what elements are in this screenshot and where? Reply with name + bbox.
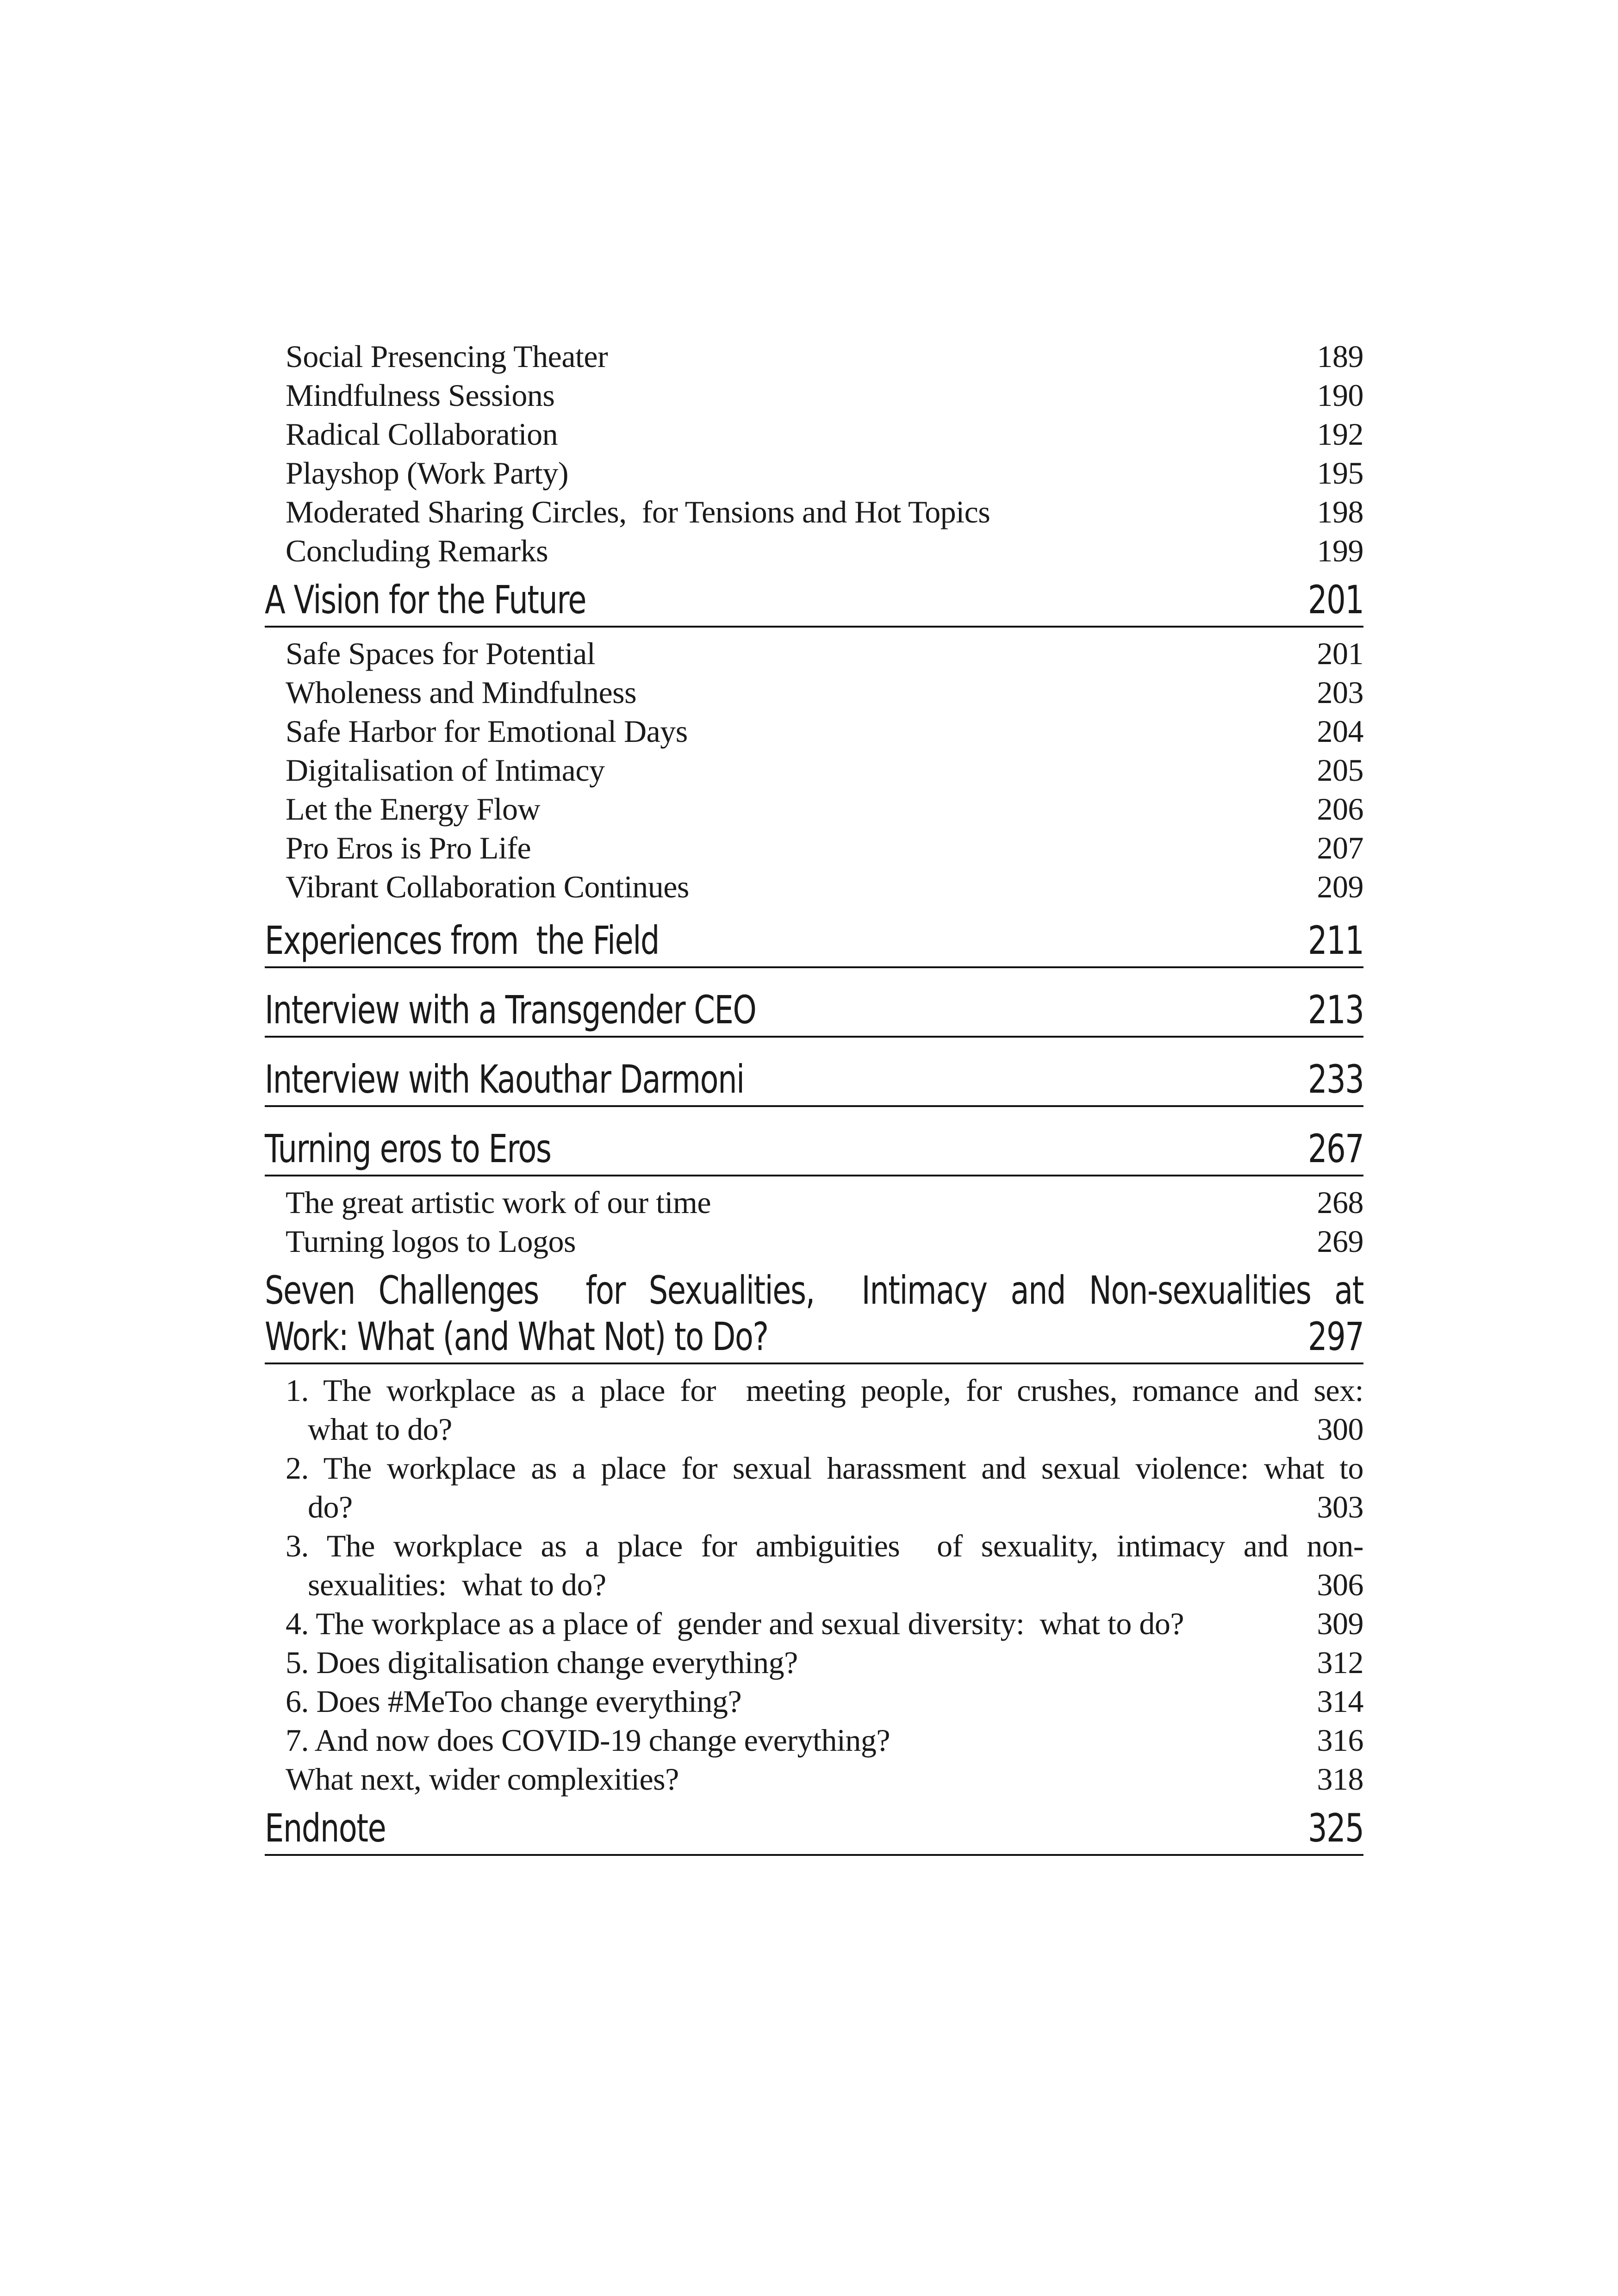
toc-entry-title: Radical Collaboration <box>286 417 558 452</box>
toc-entry-title: Let the Energy Flow <box>286 791 541 827</box>
toc-entry-concluding-remarks[interactable] <box>265 531 1363 570</box>
toc-entry-title: Vibrant Collaboration Continues <box>286 869 689 904</box>
toc-section-page: 211 <box>1307 918 1363 963</box>
table-of-contents <box>265 337 1363 1862</box>
toc-entry-challenge-5[interactable] <box>265 1643 1363 1682</box>
toc-entry-turning-logos[interactable] <box>265 1222 1363 1261</box>
toc-entry-title: Moderated Sharing Circles, for Tensions and Hot Topics <box>286 494 990 529</box>
toc-section-interview-transgender-ceo[interactable] <box>265 980 1363 1038</box>
toc-section-title: Experiences from the Field <box>265 918 659 963</box>
toc-entry-page: 309 <box>1317 1606 1363 1641</box>
toc-entry-title: Safe Harbor for Emotional Days <box>286 714 688 749</box>
toc-entry-title-line1: 2. The workplace as a place for sexual harassment and sexual violence: what to <box>286 1450 1363 1486</box>
toc-entry-title-line2: do? <box>308 1489 353 1524</box>
toc-entry-page: 206 <box>1317 791 1363 827</box>
toc-section-page: 267 <box>1307 1126 1363 1171</box>
toc-entry-page: 316 <box>1317 1723 1363 1758</box>
toc-entry-page: 300 <box>1317 1412 1363 1447</box>
toc-section-endnote[interactable] <box>265 1798 1363 1856</box>
toc-entry-energy-flow[interactable] <box>265 790 1363 828</box>
toc-section-title-line2: Work: What (and What Not) to Do? <box>265 1314 768 1359</box>
toc-section-page: 201 <box>1307 577 1363 622</box>
toc-entry-page: 312 <box>1317 1645 1363 1680</box>
toc-entry-page: 314 <box>1317 1684 1363 1719</box>
toc-entry-page: 201 <box>1317 636 1363 671</box>
toc-entry-page: 192 <box>1317 417 1363 452</box>
toc-entry-page: 203 <box>1317 675 1363 710</box>
toc-entry-page: 204 <box>1317 714 1363 749</box>
toc-section-seven-challenges[interactable] <box>265 1261 1363 1364</box>
toc-entry-great-artistic-work[interactable] <box>265 1183 1363 1222</box>
toc-entry-title: Social Presencing Theater <box>286 339 608 374</box>
toc-entry-what-next[interactable] <box>265 1760 1363 1798</box>
toc-entry-challenge-7[interactable] <box>265 1721 1363 1760</box>
toc-entry-radical-collaboration[interactable] <box>265 415 1363 454</box>
toc-entry-mindfulness-sessions[interactable] <box>265 376 1363 415</box>
toc-section-turning-eros[interactable] <box>265 1119 1363 1176</box>
toc-entry-challenge-2[interactable] <box>265 1449 1363 1526</box>
toc-entry-digitalisation-of-intimacy[interactable] <box>265 751 1363 790</box>
toc-entry-vibrant-collaboration[interactable] <box>265 867 1363 906</box>
toc-entry-page: 269 <box>1317 1224 1363 1259</box>
toc-section-experiences[interactable] <box>265 911 1363 968</box>
toc-entry-page: 209 <box>1317 869 1363 904</box>
toc-section-title: Interview with a Transgender CEO <box>265 987 756 1033</box>
toc-entry-moderated-sharing-circles[interactable] <box>265 492 1363 531</box>
toc-entry-title: Turning logos to Logos <box>286 1224 576 1259</box>
toc-entry-challenge-6[interactable] <box>265 1682 1363 1721</box>
toc-entry-title: The great artistic work of our time <box>286 1185 711 1220</box>
toc-entry-safe-harbor[interactable] <box>265 712 1363 751</box>
toc-entry-challenge-1[interactable] <box>265 1371 1363 1449</box>
toc-section-page: 325 <box>1307 1805 1363 1851</box>
toc-entry-title-line2: what to do? <box>308 1412 452 1447</box>
toc-entry-page: 190 <box>1317 378 1363 413</box>
toc-section-title-line1: Seven Challenges for Sexualities, Intimacy and Non-sexualities at <box>265 1268 1363 1313</box>
toc-entry-title: Pro Eros is Pro Life <box>286 830 531 865</box>
toc-entry-title-line1: 3. The workplace as a place for ambiguities of sexuality, intimacy and non- <box>286 1528 1363 1563</box>
toc-section-vision-for-the-future[interactable] <box>265 570 1363 628</box>
toc-section-title: A Vision for the Future <box>265 577 586 622</box>
toc-entry-title: What next, wider complexities? <box>286 1761 679 1797</box>
toc-section-title: Turning eros to Eros <box>265 1126 551 1171</box>
toc-entry-challenge-4[interactable] <box>265 1604 1363 1643</box>
toc-entry-wholeness-mindfulness[interactable] <box>265 673 1363 712</box>
toc-entry-title-line2: sexualities: what to do? <box>308 1567 606 1602</box>
toc-section-interview-kaouthar-darmoni[interactable] <box>265 1050 1363 1107</box>
toc-entry-title: Digitalisation of Intimacy <box>286 753 605 788</box>
toc-entry-pro-eros[interactable] <box>265 828 1363 867</box>
toc-entry-challenge-3[interactable] <box>265 1526 1363 1604</box>
toc-entry-social-presencing-theater[interactable] <box>265 337 1363 376</box>
toc-entry-safe-spaces[interactable] <box>265 634 1363 673</box>
toc-entry-page: 268 <box>1317 1185 1363 1220</box>
toc-entry-title: 6. Does #MeToo change everything? <box>286 1684 742 1719</box>
toc-entry-page: 198 <box>1317 494 1363 529</box>
toc-entry-title-line1: 1. The workplace as a place for meeting people, for crushes, romance and sex: <box>286 1373 1363 1408</box>
toc-entry-title: Wholeness and Mindfulness <box>286 675 637 710</box>
toc-section-page: 233 <box>1307 1057 1363 1102</box>
toc-entry-title: 7. And now does COVID-19 change everything? <box>286 1723 890 1758</box>
toc-section-title: Endnote <box>265 1805 386 1851</box>
toc-entry-page: 207 <box>1317 830 1363 865</box>
toc-section-page: 297 <box>1307 1314 1363 1359</box>
toc-entry-title: Mindfulness Sessions <box>286 378 555 413</box>
toc-entry-page: 195 <box>1317 455 1363 491</box>
toc-section-title: Interview with Kaouthar Darmoni <box>265 1057 744 1102</box>
toc-entry-page: 205 <box>1317 753 1363 788</box>
toc-entry-title: Concluding Remarks <box>286 533 548 568</box>
toc-entry-page: 306 <box>1317 1567 1363 1602</box>
toc-entry-title: 4. The workplace as a place of gender and sexual diversity: what to do? <box>286 1606 1184 1641</box>
toc-entry-title: 5. Does digitalisation change everything? <box>286 1645 798 1680</box>
toc-entry-playshop[interactable] <box>265 454 1363 492</box>
toc-entry-page: 199 <box>1317 533 1363 568</box>
toc-entry-page: 318 <box>1317 1761 1363 1797</box>
toc-section-page: 213 <box>1307 987 1363 1033</box>
toc-entry-title: Safe Spaces for Potential <box>286 636 596 671</box>
toc-entry-page: 189 <box>1317 339 1363 374</box>
toc-entry-title: Playshop (Work Party) <box>286 455 569 491</box>
toc-entry-page: 303 <box>1317 1489 1363 1524</box>
